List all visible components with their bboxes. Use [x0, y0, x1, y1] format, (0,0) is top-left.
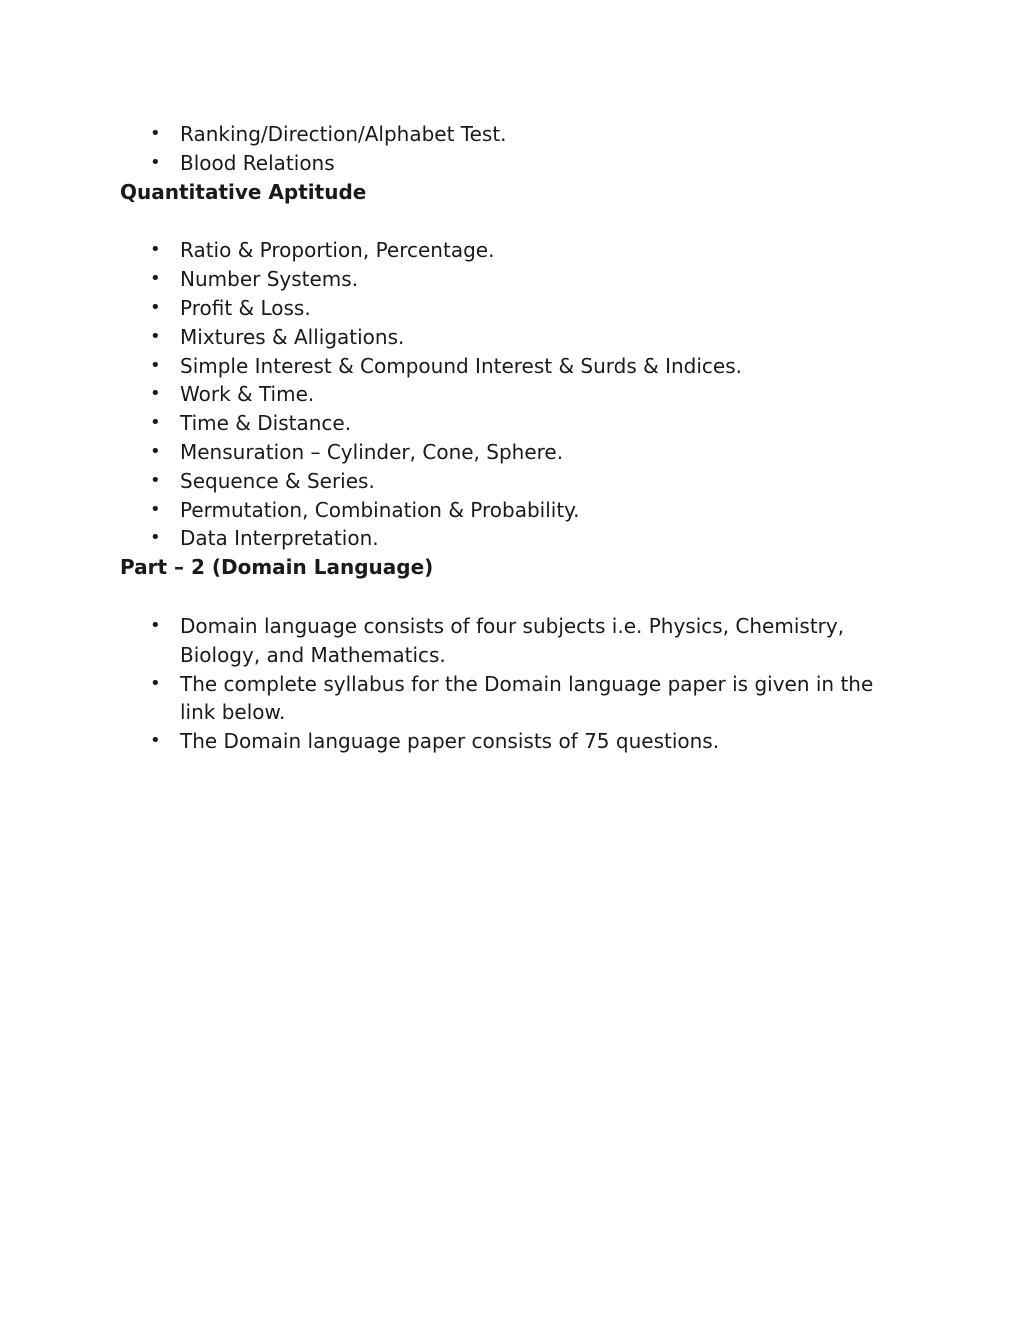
quantitative-topic-list [120, 236, 900, 553]
list-item-text: The Domain language paper consists of 75 questions. [180, 729, 720, 754]
list-item [120, 265, 900, 294]
bullet-icon: • [150, 325, 161, 347]
bullet-icon: • [150, 730, 161, 752]
bullet-icon: • [150, 268, 161, 290]
section-heading-quantitative-aptitude: Quantitative Aptitude [120, 179, 367, 204]
list-item [120, 149, 900, 178]
list-item [120, 120, 900, 149]
list-item-text: Mensuration – Cylinder, Cone, Sphere. [180, 439, 564, 464]
list-item-text: Profit & Loss. [180, 295, 311, 320]
bullet-icon: • [150, 440, 161, 462]
list-item-text: Mixtures & Alligations. [180, 324, 405, 349]
list-item [120, 236, 900, 265]
list-item-text: Sequence & Series. [180, 468, 375, 493]
list-item [120, 380, 900, 409]
list-item [120, 352, 900, 381]
list-item-text: Ratio & Proportion, Percentage. [180, 238, 495, 263]
list-item-text: Simple Interest & Compound Interest & Surds & Indices. [180, 353, 743, 378]
list-item-text: Permutation, Combination & Probability. [180, 497, 580, 522]
list-item [120, 524, 900, 553]
list-item [120, 323, 900, 352]
bullet-icon: • [150, 383, 161, 405]
list-item [120, 612, 900, 670]
list-item [120, 294, 900, 323]
list-item-text: Blood Relations [180, 150, 335, 175]
bullet-icon: • [150, 614, 161, 636]
list-item [120, 409, 900, 438]
spacer [120, 206, 900, 236]
bullet-icon: • [150, 123, 161, 144]
list-item-text: Ranking/Direction/Alphabet Test. [180, 122, 507, 146]
bullet-icon: • [150, 527, 161, 549]
page-content [120, 120, 900, 756]
bullet-icon: • [150, 354, 161, 376]
bullet-icon: • [150, 469, 161, 491]
list-item [120, 438, 900, 467]
bullet-icon: • [150, 239, 161, 261]
list-item-text: Data Interpretation. [180, 526, 379, 551]
bullet-icon: • [150, 296, 161, 318]
list-item-text: Domain language consists of four subjects i.e. Physics, Chemistry, Biology, and Mathematics. [180, 613, 845, 667]
list-item-text: Number Systems. [180, 267, 359, 292]
spacer [120, 582, 900, 612]
list-item-text: Work & Time. [180, 382, 315, 407]
domain-language-list [120, 612, 900, 756]
bullet-icon: • [150, 151, 161, 173]
section-heading-part-2: Part – 2 (Domain Language) [120, 555, 434, 580]
bullet-icon: • [150, 498, 161, 520]
list-item-text: The complete syllabus for the Domain language paper is given in the link below. [180, 671, 874, 725]
bullet-icon: • [150, 412, 161, 434]
list-item-text: Time & Distance. [180, 411, 352, 436]
bullet-icon: • [150, 672, 161, 694]
list-item [120, 670, 900, 728]
reasoning-topic-list [120, 120, 900, 178]
list-item [120, 496, 900, 525]
list-item [120, 727, 900, 756]
list-item [120, 467, 900, 496]
